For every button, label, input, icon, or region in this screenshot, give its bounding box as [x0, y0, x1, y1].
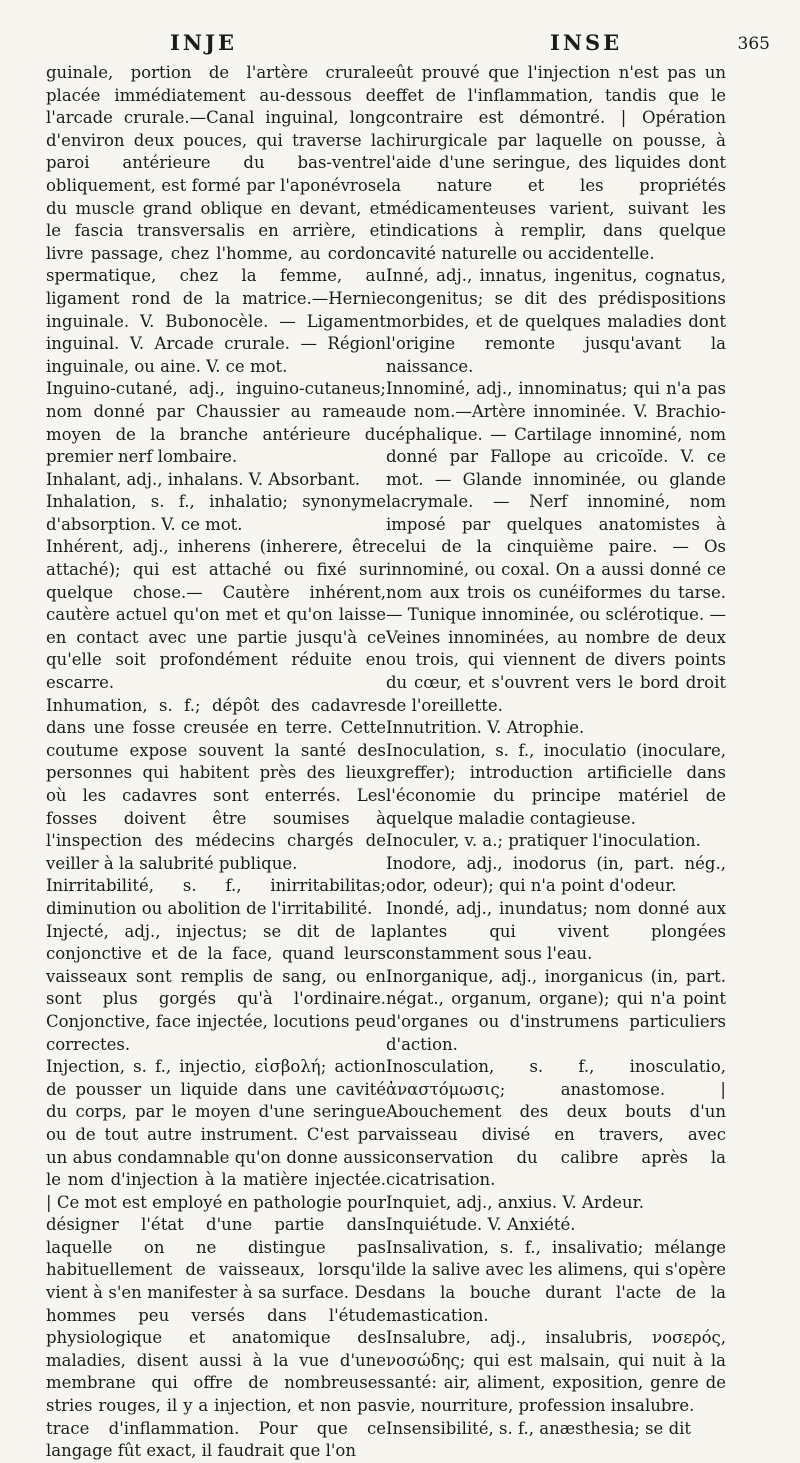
- dictionary-entry: Insalubre, adj., insalubris, νοσερός, νοσώδης; qui est malsain, qui nuit à la santé: air, aliment, exposition, genre de vie, nourriture, profession insalubre.: [386, 1328, 726, 1416]
- dictionary-entry: Inhalation, s. f., inhalatio; synonyme d'absorption. V. ce mot.: [46, 492, 386, 534]
- dictionary-entry: guinale, portion de l'artère crurale placée immédiatement au-dessous de l'arcade crurale.—Canal inguinal, long d'environ deux pouces, qui traverse la paroi antérieure du bas-ventre obliquement, est formé par l'aponévrose du muscle grand oblique en devant, et le fascia transversalis en arrière, et livre passage, chez l'homme, au cordon spermatique, chez la femme, au ligament rond de la matrice.—Hernie inguinale. V. Bubonocèle. — Ligament inguinal. V. Arcade crurale. — Région inguinale, ou aine. V. ce mot.: [46, 63, 386, 376]
- header-left-title: INJE: [170, 30, 237, 55]
- dictionary-entry: Injection, s. f., injectio, εἰσβολή; action de pousser un liquide dans une cavité du corps, par le moyen d'une seringue ou de tout autre instrument. C'est par un abus condamnable qu'on donne aussi le nom d'injection à la matière injectée. | Ce mot est employé en pathologie pour désigner l'état d'une partie dans laquelle on ne distingue pas habituellement de vaisseaux, lorsqu'il vient à s'en manifester à sa surface. Des hommes peu versés dans l'étude physiologique et anatomique des maladies, disent aussi à la vue d'une membrane qui offre de nombreuses stries rouges, il y a injection, et non pas trace d'inflammation. Pour que ce langage fût exact, il faudrait que l'on: [46, 1057, 386, 1461]
- dictionary-entry: Inirritabilité, s. f., inirritabilitas; diminution ou abolition de l'irritabilité.: [46, 876, 386, 918]
- dictionary-entry: Inguino-cutané, adj., inguino-cutaneus; nom donné par Chaussier au rameau moyen de la branche antérieure du premier nerf lombaire.: [46, 379, 386, 467]
- dictionary-entry: Inhalant, adj., inhalans. V. Absorbant.: [46, 469, 360, 489]
- dictionary-entry: Injecté, adj., injectus; se dit de la conjonctive et de la face, quand leurs vaisseaux sont remplis de sang, ou en sont plus gorgés qu'à l'ordinaire. Conjonctive, face injectée, locutions peu correctes.: [46, 921, 386, 1054]
- left-column: [46, 62, 386, 1461]
- dictionary-entry: Inquiet, adj., anxius. V. Ardeur.: [386, 1192, 644, 1212]
- dictionary-entry: Inoculer, v. a.; pratiquer l'inoculation.: [386, 831, 701, 851]
- dictionary-entry: Innominé, adj., innominatus; qui n'a pas de nom.—Artère innominée. V. Brachio-céphalique. — Cartilage innominé, nom donné par Fallope au cricoïde. V. ce mot. — Glande innominée, ou glande lacrymale. — Nerf innominé, nom imposé par quelques anatomistes à celui de la cinquième paire. — Os innominé, ou coxal. On a aussi donné ce nom aux trois os cunéiformes du tarse. — Tunique innominée, ou sclérotique. — Veines innominées, au nombre de deux ou trois, qui viennent de divers points du cœur, et s'ouvrent vers le bord droit de l'oreillette.: [386, 379, 726, 715]
- running-header: [30, 22, 770, 62]
- dictionary-entry: Inné, adj., innatus, ingenitus, cognatus, congenitus; se dit des prédispositions morbides, et de quelques maladies dont l'origine remonte jusqu'avant la naissance.: [386, 266, 726, 376]
- dictionary-entry: Inosculation, s. f., inosculatio, ἀναστόμωσις; anastomose. | Abouchement des deux bouts d'un vaisseau divisé en travers, avec conservation du calibre après la cicatrisation.: [386, 1057, 726, 1190]
- dictionary-entry: Insensibilité, s. f., anæsthesia; se dit: [386, 1418, 692, 1438]
- dictionary-entry: eût prouvé que l'injection n'est pas un effet de l'inflammation, tandis que le contraire est démontré. | Opération chirurgicale par laquelle on pousse, à l'aide d'une seringue, des liquides dont la nature et les propriétés médicamenteuses varient, suivant les indications à remplir, dans quelque cavité naturelle ou accidentelle.: [386, 63, 726, 263]
- right-column: [386, 62, 726, 1438]
- dictionary-entry: Inhérent, adj., inherens (inherere, être attaché); qui est attaché ou fixé sur quelque chose.— Cautère inhérent, cautère actuel qu'on met et qu'on laisse en contact avec une partie jusqu'à ce qu'elle soit profondément réduite en escarre.: [46, 537, 386, 693]
- header-right-title: INSE: [550, 30, 623, 55]
- dictionary-entry: Inorganique, adj., inorganicus (in, part. négat., organum, organe); qui n'a point d'organes ou d'instrumens particuliers d'action.: [386, 966, 726, 1054]
- dictionary-entry: Innutrition. V. Atrophie.: [386, 718, 585, 738]
- dictionary-entry: Inhumation, s. f.; dépôt des cadavres dans une fosse creusée en terre. Cette coutume expose souvent la santé des personnes qui habitent près des lieux où les cadavres sont enterrés. Les fosses doivent être soumises à l'inspection des médecins chargés de veiller à la salubrité publique.: [46, 695, 386, 873]
- dictionary-entry: Insalivation, s. f., insalivatio; mélange de la salive avec les alimens, qui s'opère dans la bouche durant l'acte de la mastication.: [386, 1237, 726, 1325]
- dictionary-entry: Inodore, adj., inodorus (in, part. nég., odor, odeur); qui n'a point d'odeur.: [386, 853, 726, 896]
- page-number: 365: [737, 34, 770, 54]
- dictionary-entry: Inondé, adj., inundatus; nom donné aux plantes qui vivent plongées constamment sous l'eau.: [386, 898, 726, 964]
- dictionary-entry: Inquiétude. V. Anxiété.: [386, 1215, 576, 1235]
- dictionary-entry: Inoculation, s. f., inoculatio (inoculare, greffer); introduction artificielle dans l'économie du principe matériel de quelque maladie contagieuse.: [386, 740, 726, 828]
